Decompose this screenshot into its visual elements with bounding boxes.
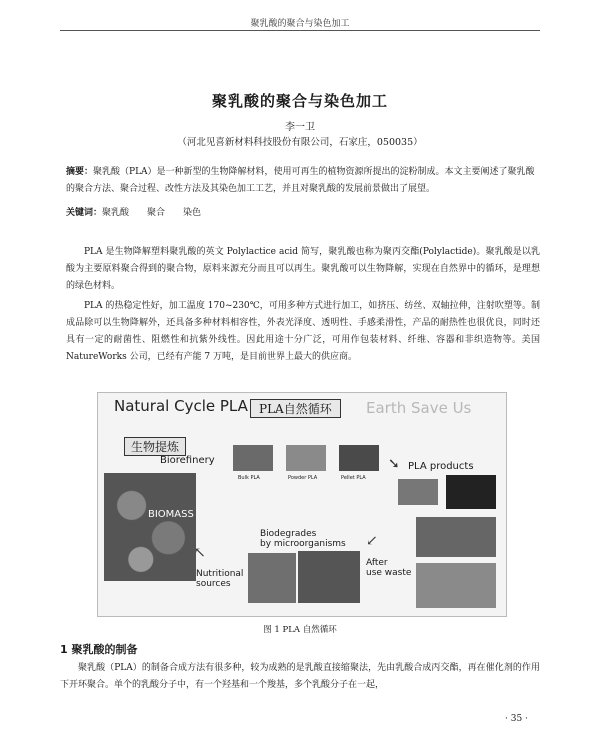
figure-products-label: PLA products: [408, 461, 474, 472]
powder-pla-photo: [286, 445, 326, 471]
arrow-down-left-icon: ↙: [366, 533, 378, 549]
keywords: [66, 205, 219, 218]
arrow-up-left-icon: ↖: [194, 545, 206, 561]
running-header: 聚乳酸的聚合与染色加工: [250, 19, 350, 29]
body-paragraph: PLA 的热稳定性好，加工温度 170~230℃，可用多种方式进行加工，如挤压、纺丝、双轴拉伸，注射吹塑等。制成品除可以生物降解外，还具备多种材料相容性，外表光泽度、透明性、手感柔滑性，产品的耐热性也很优良，同时还具有一定的耐菌性、阻燃性和抗紫外线性。因此用途十分广泛，可用作包装材料、纤维、容器和非织造物等。美国 NatureWorks 公司，已经有产能 7 万吨，是目前世界上最大的供应商。: [66, 301, 540, 362]
after-line1: After: [366, 558, 388, 568]
degradation-photo: [298, 551, 360, 603]
figure-pla-cycle: [97, 392, 507, 617]
pellet-label: Pellet PLA: [341, 475, 366, 481]
product-photo: [398, 479, 438, 505]
figure-title-en: Natural Cycle PLA: [114, 397, 248, 415]
powder-label: Powder PLA: [288, 475, 318, 481]
bulk-pla-photo: [233, 445, 273, 471]
product-photo: [416, 517, 496, 557]
bulk-label: Bulk PLA: [238, 475, 260, 481]
section-heading: 1 聚乳酸的制备: [60, 643, 138, 656]
body-paragraph: PLA 是生物降解塑料聚乳酸的英文 Polylactice acid 简写，聚乳酸也称为聚丙交酯(Polylactide)。聚乳酸是以乳酸为主要原料聚合得到的聚合物，原料来源充分而且可以再生。聚乳酸可以生物降解，实现在自然界中的循环，是理想的绿色材料。: [66, 247, 540, 291]
keywords-label: 关键词：: [66, 208, 103, 218]
keyword: 聚乳酸: [102, 208, 130, 218]
nutri-line2: sources: [196, 579, 231, 589]
figure-caption: 图 1 PLA 自然循环: [263, 625, 337, 635]
body-paragraph: 聚乳酸（PLA）的制备合成方法有很多种，较为成熟的是乳酸直接缩聚法，先由乳酸合成丙交酯，再在催化剂的作用下开环聚合。单个的乳酸分子中，有一个羟基和一个羧基，多个乳酸分子在一起，: [60, 663, 540, 690]
figure-bio-label-cn: 生物提炼: [124, 437, 186, 456]
author: 李一卫: [285, 122, 315, 133]
biodeg-line2: by microorganisms: [260, 539, 346, 549]
field-photo: [248, 553, 296, 603]
abstract-text: 聚乳酸（PLA）是一种新型的生物降解材料，使用可再生的植物资源所提出的淀粉制成。本文主要阐述了聚乳酸的聚合方法、聚合过程、改性方法及其染色加工工艺，并且对聚乳酸的发展前景做出了展望。: [66, 167, 535, 194]
paper-title: 聚乳酸的聚合与染色加工: [211, 92, 388, 110]
page-number: · 35 ·: [505, 714, 528, 724]
affiliation: （河北见喜新材料科技股份有限公司，石家庄，050035）: [177, 137, 423, 148]
nutri-line1: Nutritional: [196, 569, 244, 579]
figure-biomass-label: BIOMASS: [148, 509, 194, 520]
abstract-label: 摘要：: [66, 167, 94, 177]
keyword: 染色: [183, 208, 202, 218]
biodeg-line1: Biodegrades: [260, 529, 317, 539]
figure-slogan: Earth Save Us: [366, 399, 472, 417]
figure-biorefinery-label: Biorefinery: [160, 455, 215, 466]
figure-title-cn: PLA自然循环: [250, 399, 341, 418]
product-photo: [416, 563, 496, 608]
figure-after-use-label: [366, 558, 411, 578]
abstract: [66, 164, 540, 198]
product-photo: [446, 475, 496, 509]
arrow-right-icon: ➘: [388, 456, 400, 472]
header-rule: [60, 30, 540, 31]
keyword: 聚合: [147, 208, 166, 218]
after-line2: use waste: [366, 568, 412, 578]
pellet-pla-photo: [339, 445, 379, 471]
figure-nutritional-label: [196, 569, 243, 589]
biomass-photo: [104, 473, 196, 581]
figure-biodegrades-label: [260, 529, 346, 549]
